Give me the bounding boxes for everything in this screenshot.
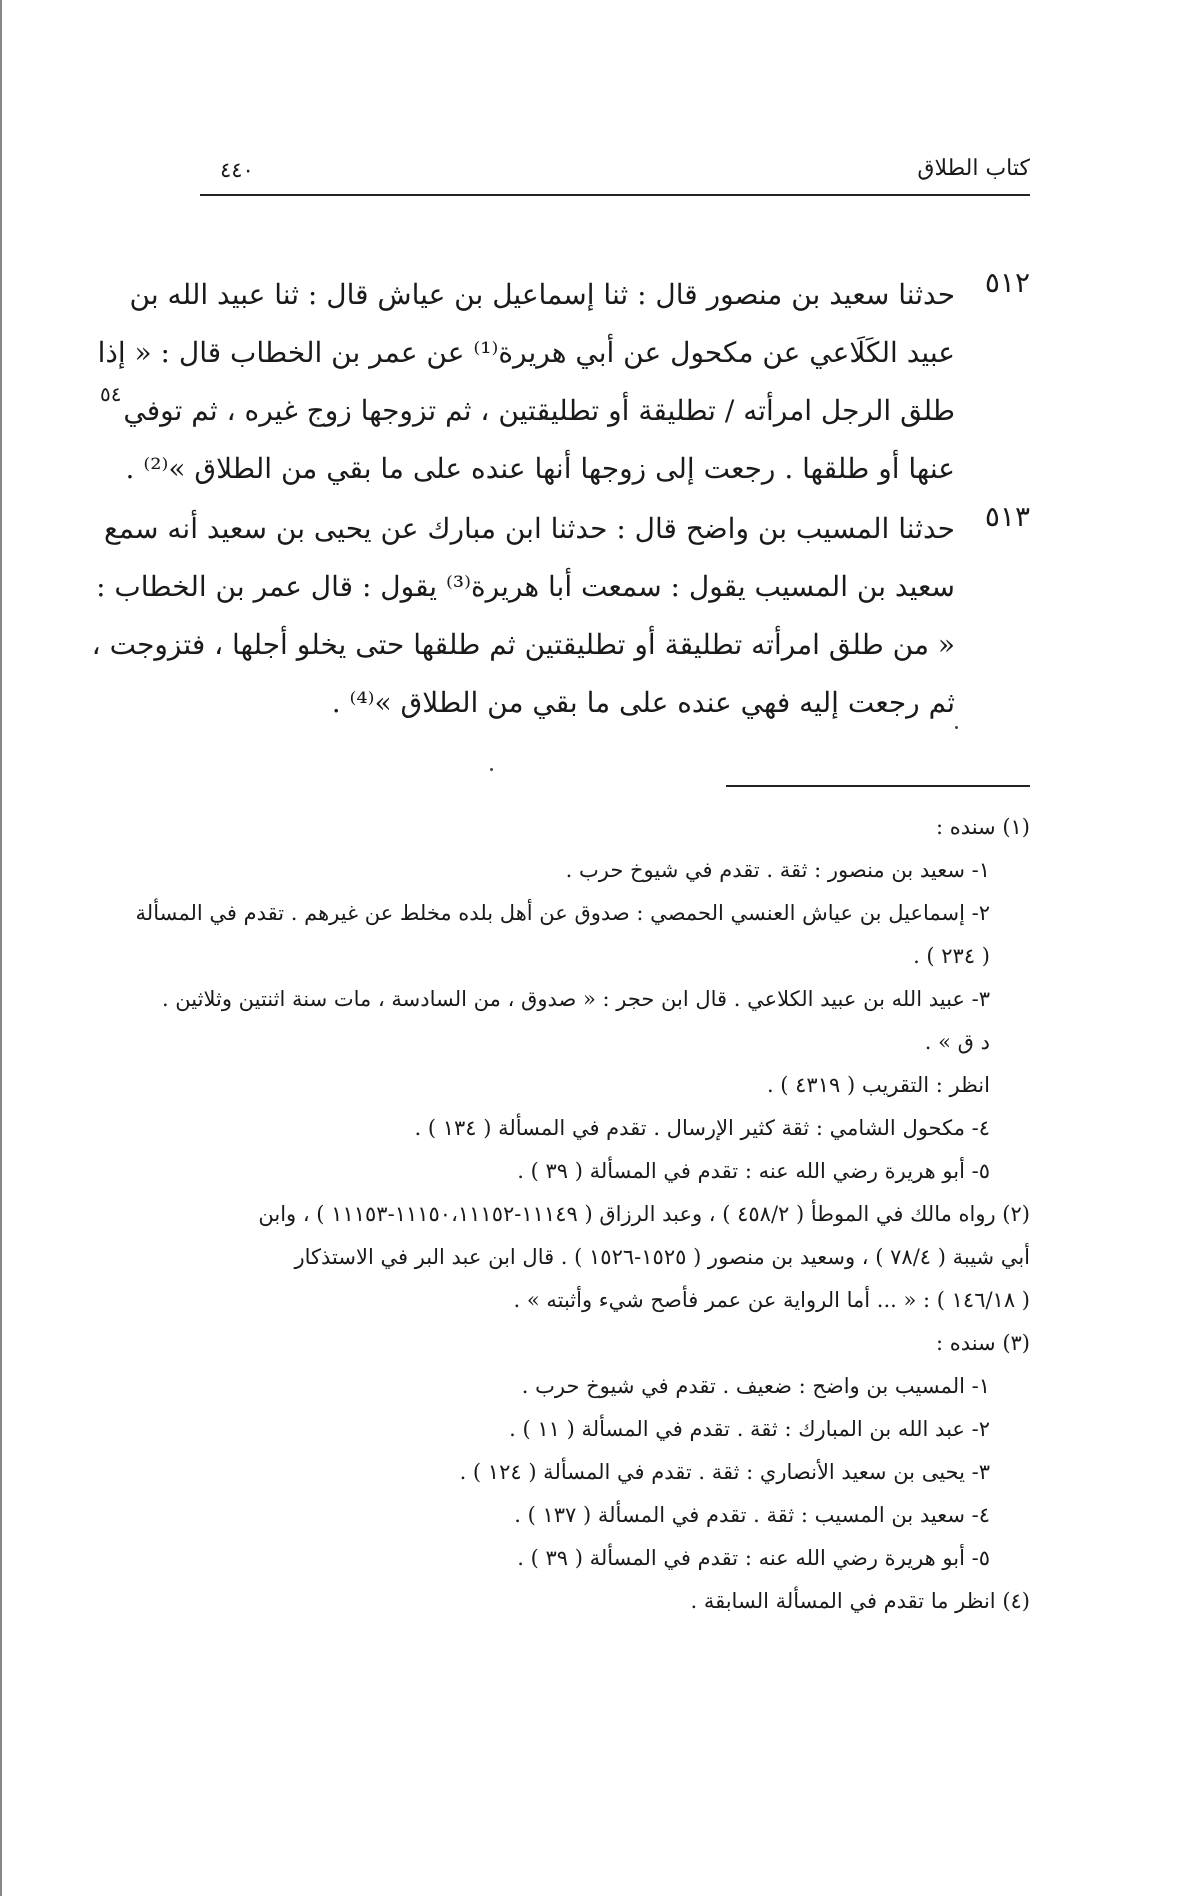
footnote-line: ٥- أبو هريرة رضي الله عنه : تقدم في المسألة ( ٣٩ ) .	[517, 1546, 990, 1570]
text-line: ثم رجعت إليه فهي عنده على ما بقي من الطلاق »⁽⁴⁾ .	[331, 686, 955, 719]
footnote-line: ٣- يحيى بن سعيد الأنصاري : ثقة . تقدم في المسألة ( ١٢٤ ) .	[459, 1460, 990, 1484]
hadith-number: ٥١٣	[984, 500, 1030, 533]
hadith-entry	[91, 500, 1030, 732]
footnote-line: (٢) رواه مالك في الموطأ ( ٤٥٨/٢ ) ، وعبد الرزاق ( ١١١٤٩-١١١٥٠،١١١٥٢-١١١٥٣ ) ، وابن	[258, 1202, 1030, 1226]
footnote-line: ( ٢٣٤ ) .	[913, 944, 990, 968]
speck	[490, 768, 493, 771]
chapter-title: كتاب الطلاق	[917, 156, 1030, 181]
text-line: « من طلق امرأته تطليقة أو تطليقتين ثم طلقها حتى يخلو أجلها ، فتزوجت ،	[91, 628, 955, 661]
footnotes	[135, 806, 1030, 1623]
footnote-line: انظر : التقريب ( ٤٣١٩ ) .	[766, 1073, 990, 1097]
speck	[955, 726, 958, 729]
footnote-line: أبي شيبة ( ٧٨/٤ ) ، وسعيد بن منصور ( ١٥٢٥-١٥٢٦ ) . قال ابن عبد البر في الاستذكار	[294, 1245, 1030, 1269]
hadith-number: ٥١٢	[984, 266, 1030, 299]
header-rule	[200, 194, 1030, 196]
footnote-line: ١- المسيب بن واضح : ضعيف . تقدم في شيوخ حرب .	[521, 1374, 990, 1398]
footnote-line: ٢- إسماعيل بن عياش العنسي الحمصي : صدوق عن أهل بلده مخلط عن غيرهم . تقدم في المسألة	[135, 901, 990, 925]
text-line: سعيد بن المسيب يقول : سمعت أبا هريرة⁽³⁾ يقول : قال عمر بن الخطاب :	[96, 570, 955, 603]
running-header	[200, 152, 1030, 192]
text-line: حدثنا المسيب بن واضح قال : حدثنا ابن مبارك عن يحيى بن سعيد أنه سمع	[103, 512, 955, 545]
footnote-separator	[726, 785, 1030, 787]
footnote-line: ٢- عبد الله بن المبارك : ثقة . تقدم في المسألة ( ١١ ) .	[509, 1417, 990, 1441]
footnote-line: ٥- أبو هريرة رضي الله عنه : تقدم في المسألة ( ٣٩ ) .	[517, 1159, 990, 1183]
footnote-line: (٤) انظر ما تقدم في المسألة السابقة .	[690, 1589, 1030, 1613]
text-line: عنها أو طلقها . رجعت إلى زوجها أنها عنده على ما بقي من الطلاق »⁽²⁾ .	[125, 452, 955, 485]
page-edge	[0, 0, 2, 1896]
text-line: حدثنا سعيد بن منصور قال : ثنا إسماعيل بن عياش قال : ثنا عبيد الله بن	[129, 278, 955, 311]
footnote-line: (٣) سنده :	[935, 1331, 1030, 1355]
text-line: عبيد الكَلَاعي عن مكحول عن أبي هريرة⁽¹⁾ عن عمر بن الخطاب قال : « إذا	[97, 336, 955, 369]
margin-page-reference: ٥٤	[100, 382, 122, 406]
footnote-line: د ق » .	[924, 1030, 990, 1054]
text-line: طلق الرجل امرأته / تطليقة أو تطليقتين ، ثم تزوجها زوج غيره ، ثم توفي	[123, 394, 955, 427]
hadith-text	[91, 500, 955, 732]
footnote-line: ٣- عبيد الله بن عبيد الكلاعي . قال ابن حجر : « صدوق ، من السادسة ، مات سنة اثنتين وثلاثين .	[161, 987, 990, 1011]
page-number: ٤٤٠	[220, 158, 254, 182]
footnote-line: ٤- مكحول الشامي : ثقة كثير الإرسال . تقدم في المسألة ( ١٣٤ ) .	[414, 1116, 990, 1140]
footnote-line: ١- سعيد بن منصور : ثقة . تقدم في شيوخ حرب .	[565, 858, 990, 882]
footnote-line: ٤- سعيد بن المسيب : ثقة . تقدم في المسألة ( ١٣٧ ) .	[514, 1503, 990, 1527]
footnote-line: (١) سنده :	[935, 815, 1030, 839]
footnote-line: ( ١٤٦/١٨ ) : « ... أما الرواية عن عمر فأصح شيء وأثبته » .	[513, 1288, 1030, 1312]
